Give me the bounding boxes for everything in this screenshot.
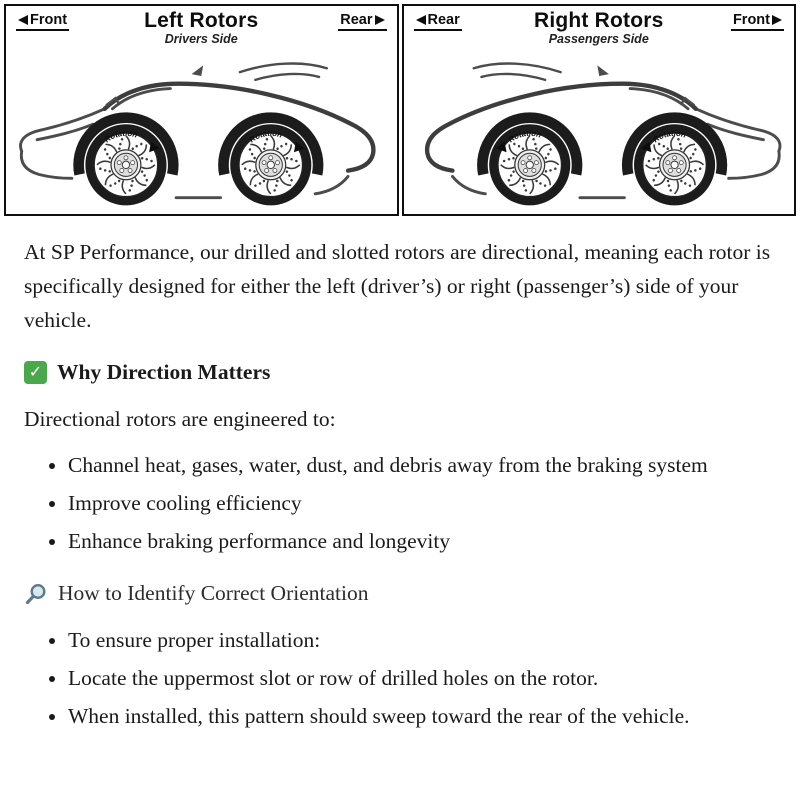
article-content — [0, 216, 800, 734]
direction-text: Rear — [427, 12, 460, 28]
list-item: • When installed, this pattern should sweep toward the rear of the vehicle. — [68, 700, 780, 734]
rotation-label: Rotation — [102, 128, 139, 145]
panel-title: Left Rotors — [144, 9, 259, 32]
section1-lead: Directional rotors are engineered to: — [24, 406, 336, 431]
left-panel-titles — [12, 9, 391, 46]
magnifier-icon — [24, 582, 48, 606]
right-panel-header — [410, 9, 789, 49]
arrow-right-icon — [375, 15, 385, 25]
right-rotors-panel — [402, 4, 797, 216]
intro-paragraph: At SP Performance, our drilled and slotted rotors are directional, meaning each rotor is specifically designed for either the left (driver’s) or right (passenger’s) side of your vehicle. — [24, 240, 771, 332]
car-illustration-right — [410, 49, 789, 215]
arrow-right-icon — [772, 15, 782, 25]
panel-subtitle: Passengers Side — [548, 32, 649, 46]
list-item: • Enhance braking performance and longevity — [68, 525, 780, 559]
list-item: • To ensure proper installation: — [68, 624, 780, 658]
rotation-label: Rotation — [247, 128, 284, 145]
direction-text: Front — [30, 12, 68, 28]
section-title: How to Identify Correct Orientation — [58, 581, 369, 606]
list-item: • Improve cooling efficiency — [68, 487, 780, 521]
car-illustration-left — [12, 49, 391, 215]
panel-subtitle: Drivers Side — [164, 32, 238, 46]
section-heading-identify-orientation — [24, 581, 782, 606]
check-icon — [24, 361, 47, 384]
direction-text: Rear — [340, 12, 373, 28]
rotor-direction-diagram — [0, 4, 800, 216]
section1-bullet-list — [24, 449, 782, 559]
rotation-label: Rotation — [650, 128, 687, 145]
section2-bullet-list — [24, 624, 782, 734]
left-panel-header — [12, 9, 391, 49]
list-item: • Channel heat, gases, water, dust, and debris away from the braking system — [68, 449, 780, 483]
direction-text: Front — [732, 12, 770, 28]
left-rotors-panel — [4, 4, 399, 216]
list-item: • Locate the uppermost slot or row of drilled holes on the rotor. — [68, 662, 780, 696]
front-direction-label — [731, 12, 784, 31]
rotation-label: Rotation — [506, 128, 542, 145]
section-heading-why-direction-matters — [24, 360, 782, 385]
section-title: Why Direction Matters — [57, 359, 271, 384]
panel-title: Right Rotors — [533, 9, 664, 32]
rear-direction-label — [338, 12, 386, 31]
